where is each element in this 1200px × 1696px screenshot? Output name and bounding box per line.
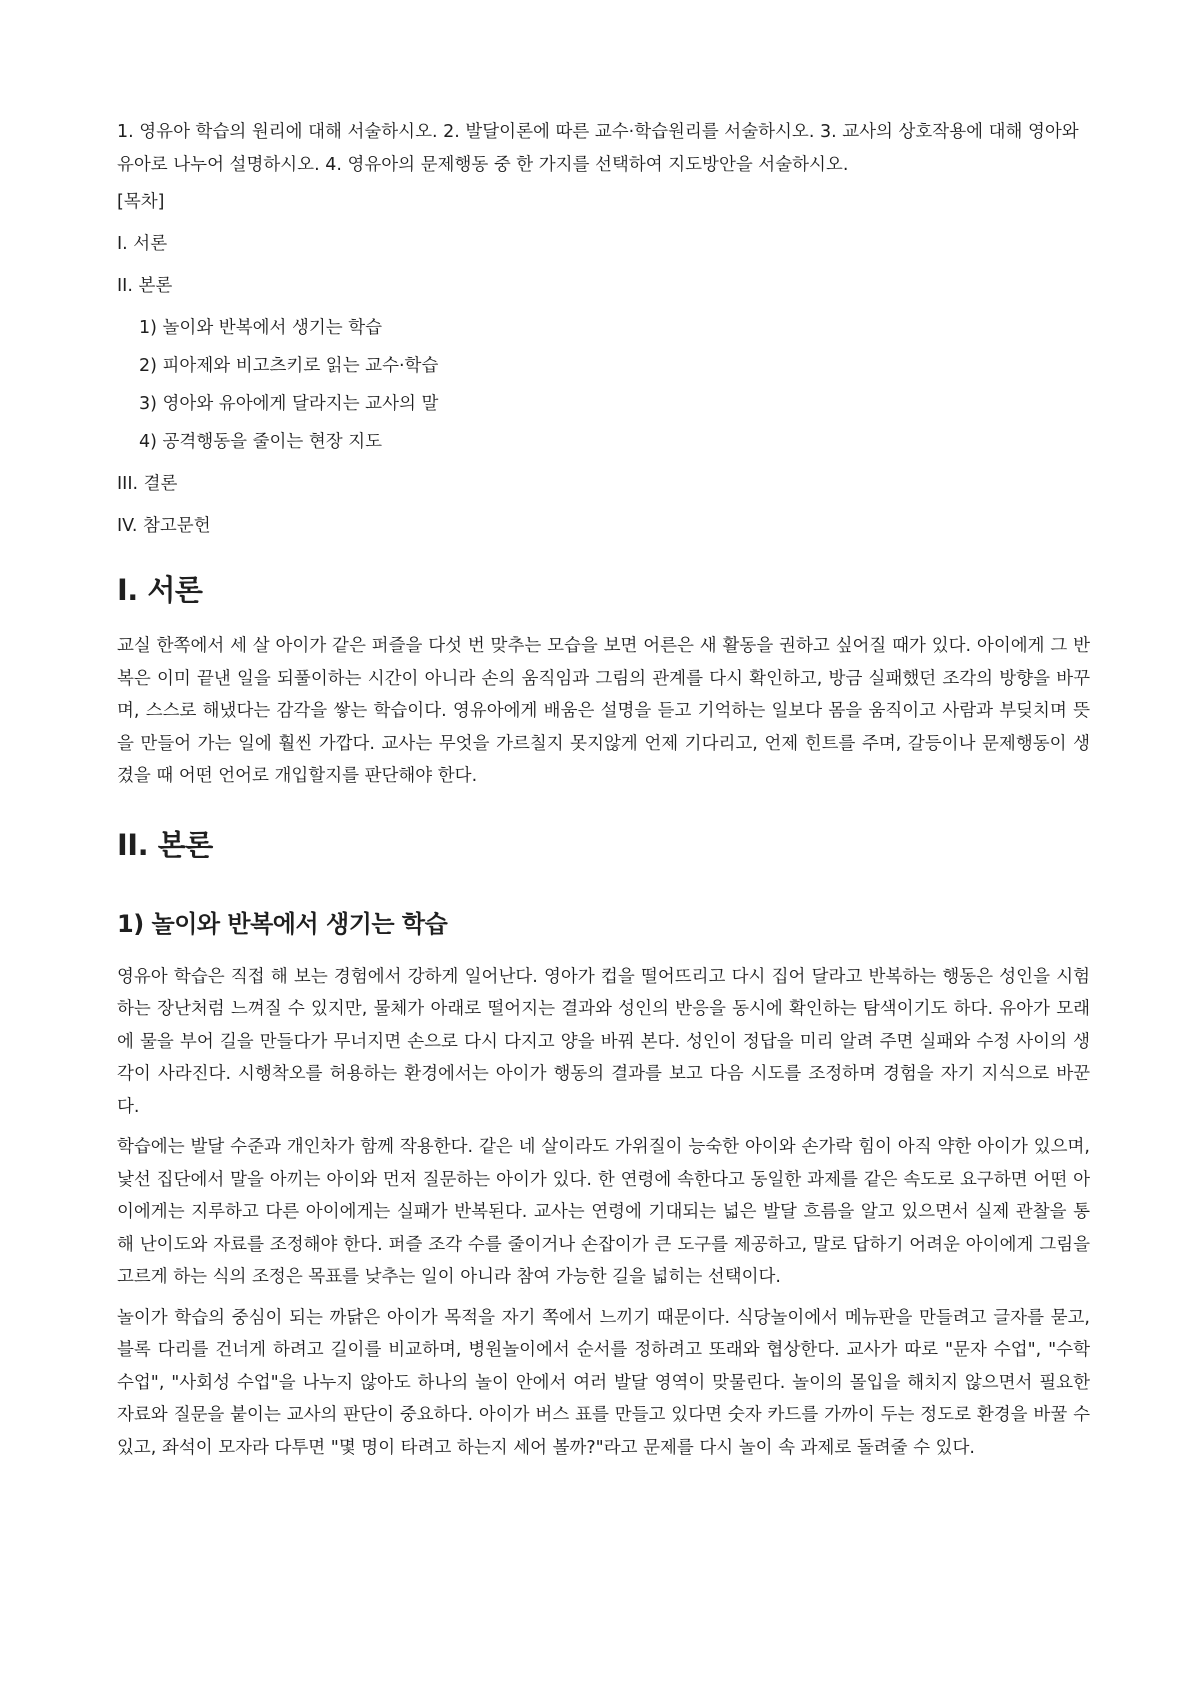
- toc-title: [목차]: [117, 192, 165, 212]
- section-body: [117, 825, 1090, 1465]
- toc-item-references: IV. 참고문헌: [117, 516, 211, 536]
- toc-item-conclusion: III. 결론: [117, 474, 178, 494]
- section-heading-intro: I. 서론: [117, 573, 203, 607]
- paragraph: 놀이가 학습의 중심이 되는 까닭은 아이가 목적을 자기 쪽에서 느끼기 때문이다. 식당놀이에서 메뉴판을 만들려고 글자를 묻고, 블록 다리를 건너게 하려고 길이를 비교하며, 병원놀이에서 순서를 정하려고 또래와 협상한다. 교사가 따로 "문자 수업", "수학 수업", "사회성 수업"을 나누지 않아도 하나의 놀이 안에서 여러 발달 영역이 맞물린다. 놀이의 몰입을 해치지 않으면서 필요한 자료와 질문을 붙이는 교사의 판단이 중요하다. 아이가 버스 표를 만들고 있다면 숫자 카드를 가까이 두는 정도로 환경을 바꿀 수 있고, 좌석이 모자라 다투면 "몇 명이 타려고 하는지 세어 볼까?"라고 문제를 다시 놀이 속 과제로 돌려줄 수 있다.: [117, 1307, 1090, 1458]
- table-of-contents: [117, 190, 1090, 538]
- section-heading-body: II. 본론: [117, 827, 213, 862]
- subsection-heading-1: 1) 놀이와 반복에서 생기는 학습: [117, 909, 448, 938]
- assignment-questions: 1. 영유아 학습의 원리에 대해 서술하시오. 2. 발달이론에 따른 교수·학습원리를 서술하시오. 3. 교사의 상호작용에 대해 영아와 유아로 나누어 설명하시오. 4. 영유아의 문제행동 중 한 가지를 선택하여 지도방안을 서술하시오.: [117, 122, 1079, 175]
- paragraph: 교실 한쪽에서 세 살 아이가 같은 퍼즐을 다섯 번 맞추는 모습을 보면 어른은 새 활동을 권하고 싶어질 때가 있다. 아이에게 그 반복은 이미 끝낸 일을 되풀이하는 시간이 아니라 손의 움직임과 그림의 관계를 다시 확인하고, 방금 실패했던 조각의 방향을 바꾸며, 스스로 해냈다는 감각을 쌓는 학습이다. 영유아에게 배움은 설명을 듣고 기억하는 일보다 몸을 움직이고 사람과 부딪치며 뜻을 만들어 가는 일에 훨씬 가깝다. 교사는 무엇을 가르칠지 못지않게 언제 기다리고, 언제 힌트를 주며, 갈등이나 문제행동이 생겼을 때 어떤 언어로 개입할지를 판단해야 한다.: [117, 636, 1090, 786]
- toc-subitem-4: 4) 공격행동을 줄이는 현장 지도: [139, 432, 383, 452]
- subsection-1: [117, 907, 1090, 1465]
- toc-item-intro: I. 서론: [117, 234, 168, 254]
- section-intro: [117, 570, 1090, 793]
- toc-subitem-3: 3) 영아와 유아에게 달라지는 교사의 말: [139, 394, 439, 414]
- paragraph: 학습에는 발달 수준과 개인차가 함께 작용한다. 같은 네 살이라도 가위질이 능숙한 아이와 손가락 힘이 아직 약한 아이가 있으며, 낯선 집단에서 말을 아끼는 아이와 먼저 질문하는 아이가 있다. 한 연령에 속한다고 동일한 과제를 같은 속도로 요구하면 어떤 아이에게는 지루하고 다른 아이에게는 실패가 반복된다. 교사는 연령에 기대되는 넓은 발달 흐름을 알고 있으면서 실제 관찰을 통해 난이도와 자료를 조정해야 한다. 퍼즐 조각 수를 줄이거나 손잡이가 큰 도구를 제공하고, 말로 답하기 어려운 아이에게 그림을 고르게 하는 식의 조정은 목표를 낮추는 일이 아니라 참여 가능한 길을 넓히는 선택이다.: [117, 1137, 1090, 1287]
- toc-subitem-1: 1) 놀이와 반복에서 생기는 학습: [139, 318, 383, 338]
- toc-item-body: II. 본론: [117, 276, 173, 296]
- paragraph: 영유아 학습은 직접 해 보는 경험에서 강하게 일어난다. 영아가 컵을 떨어뜨리고 다시 집어 달라고 반복하는 행동은 성인을 시험하는 장난처럼 느껴질 수 있지만, 물체가 아래로 떨어지는 결과와 성인의 반응을 동시에 확인하는 탐색이기도 하다. 유아가 모래에 물을 부어 길을 만들다가 무너지면 손으로 다시 다지고 양을 바꿔 본다. 성인이 정답을 미리 알려 주면 실패와 수정 사이의 생각이 사라진다. 시행착오를 허용하는 환경에서는 아이가 행동의 결과를 보고 다음 시도를 조정하며 경험을 자기 지식으로 바꾼다.: [117, 966, 1090, 1117]
- toc-subitem-2: 2) 피아제와 비고츠키로 읽는 교수·학습: [139, 356, 439, 376]
